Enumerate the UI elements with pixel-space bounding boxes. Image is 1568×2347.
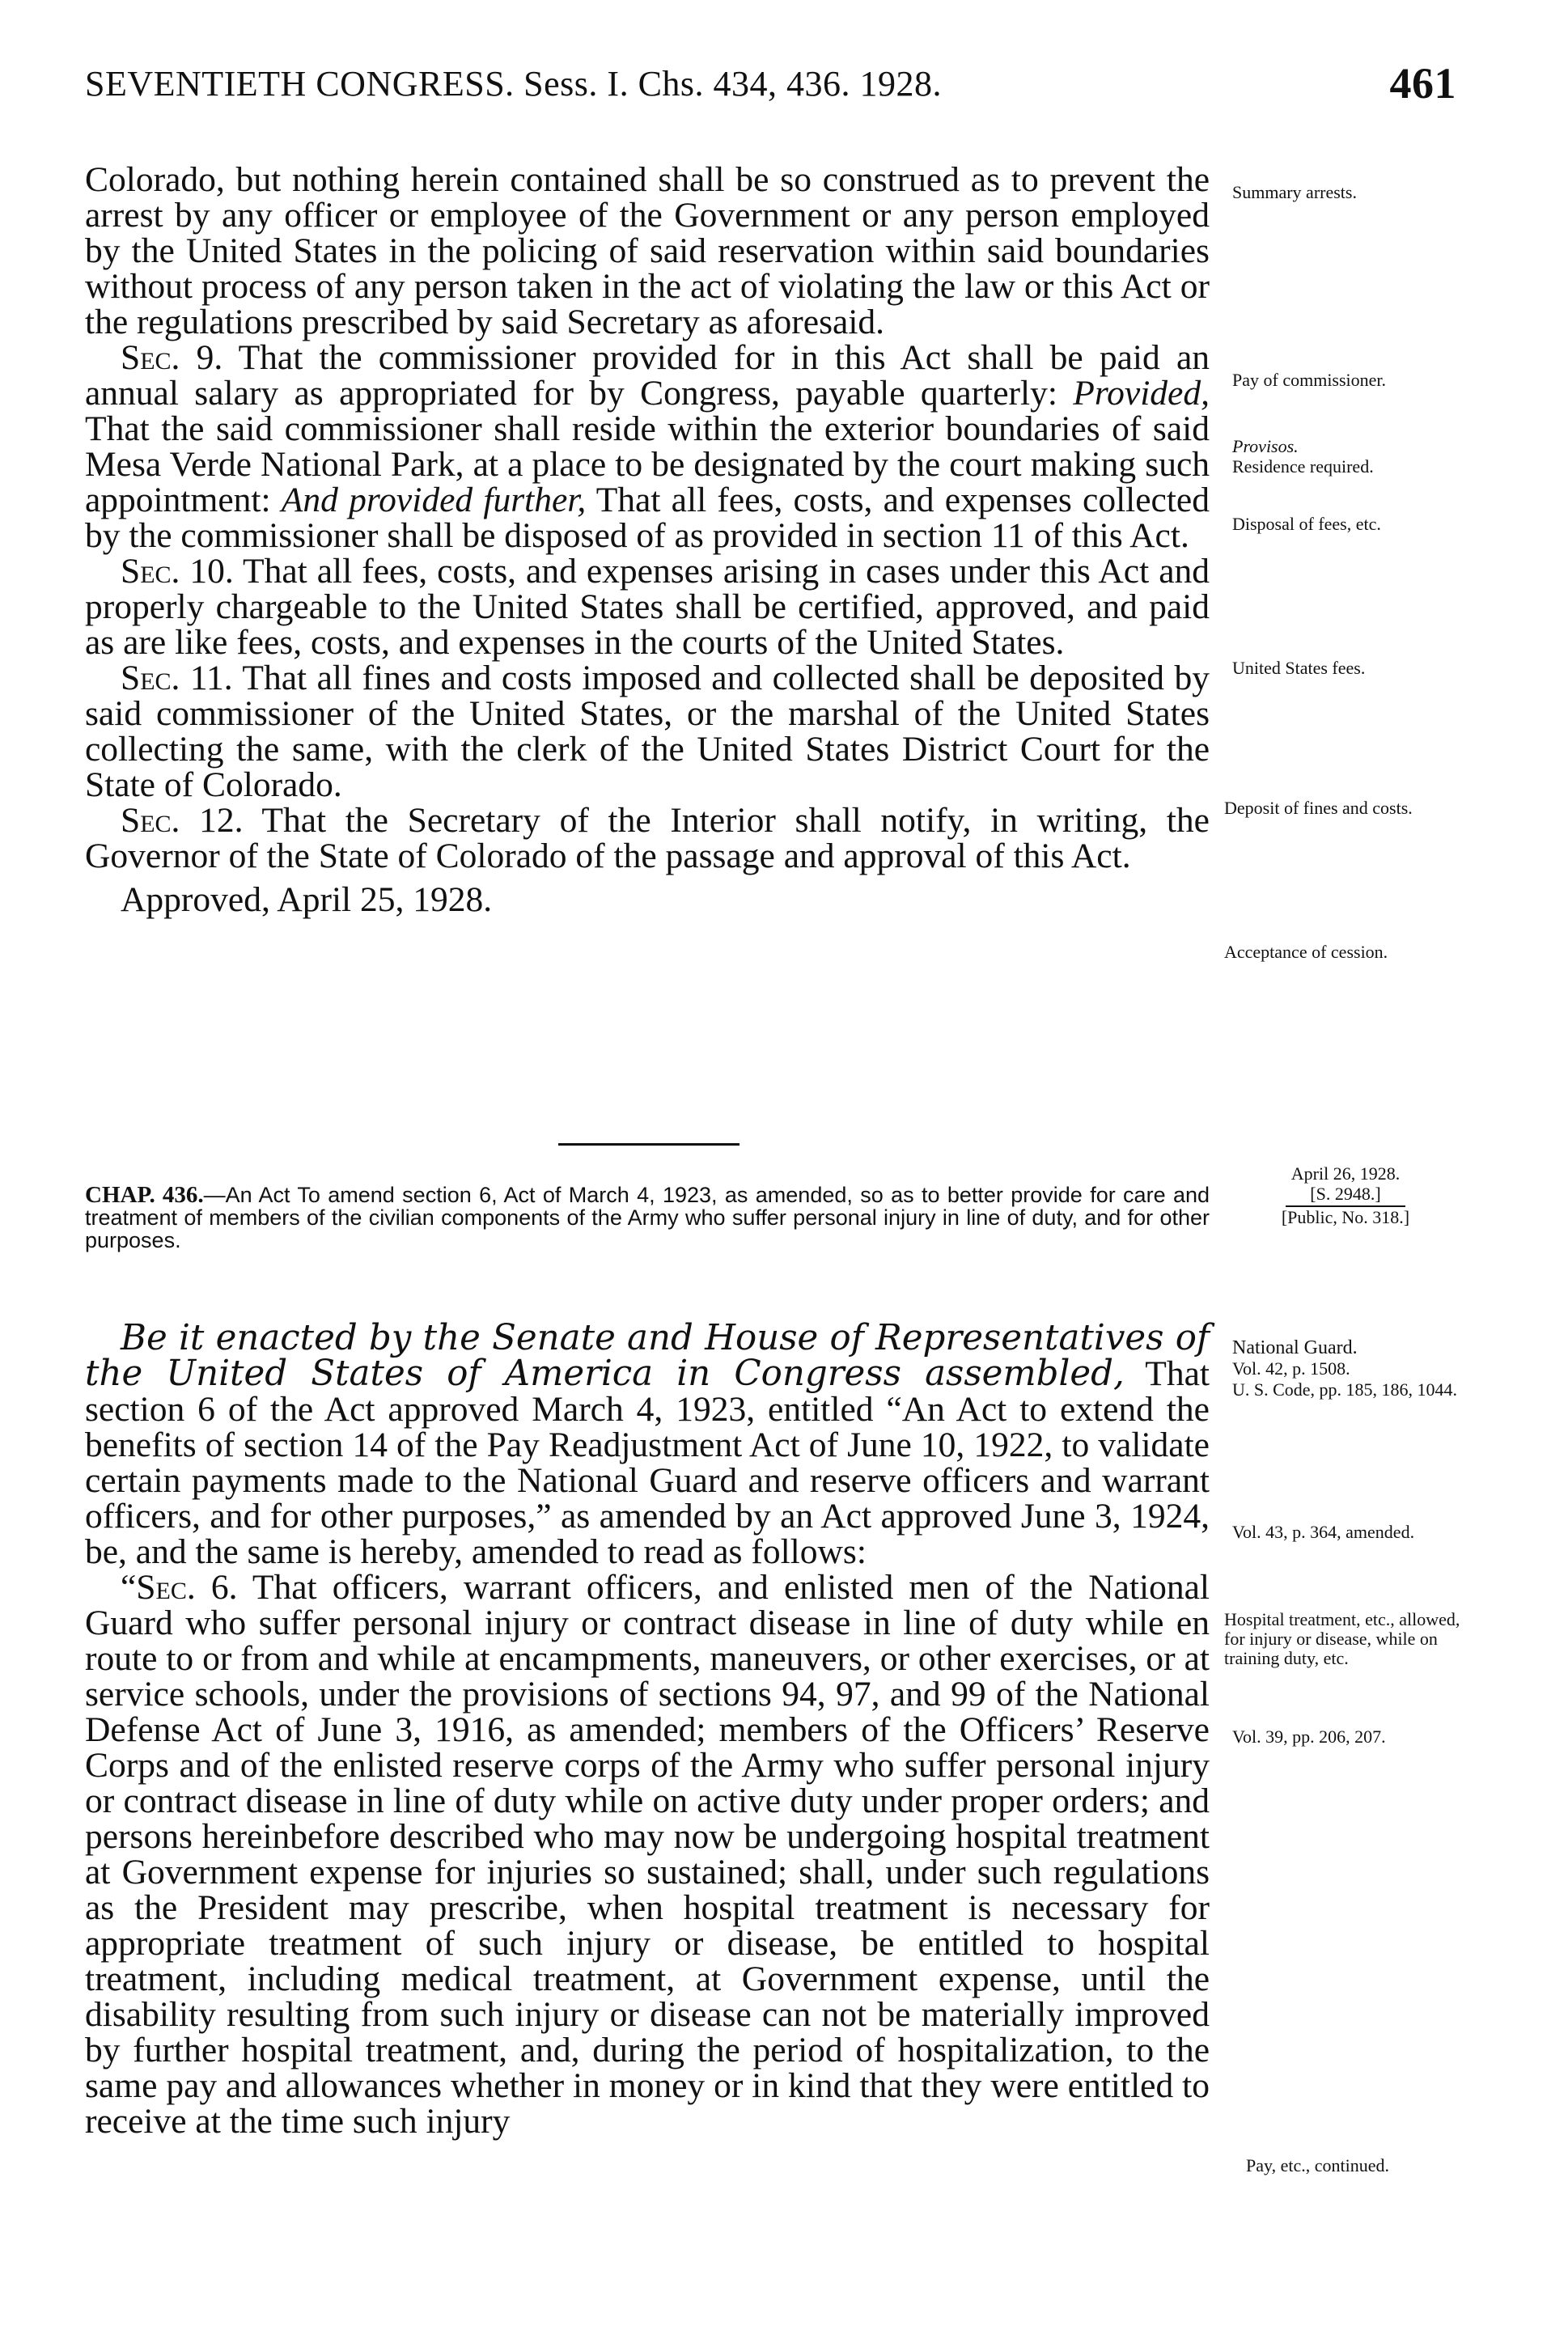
section-label: “Sec. 6. [121,1568,238,1607]
chapter-label: CHAP. 436. [85,1182,204,1208]
section-label: Sec. 11. [121,659,233,697]
chapter-436-text [85,1320,1210,2139]
margin-note-uscode: U. S. Code, pp. 185, 186, 1044. [1232,1379,1458,1400]
page-number: 461 [1389,59,1456,108]
margin-note-disposal: Disposal of fees, etc. [1232,514,1381,534]
section-label: Sec. 12. [121,801,244,840]
section-12 [85,803,1210,874]
chapter-heading [85,1184,1210,1252]
section-text: That officers, warrant officers, and enlisted men of the National Guard who suffer personal injury or contract disease in line of duty while en route to or from and while at encampments, maneuvers, or other exercises, or at service schools, under the provisions of sections 94, 97, and 99 of the National Defense Act of June 3, 1916, as amended; members of the Officers’ Reserve Corps and of the enlisted reserve corps of the Army who suffer personal injury or contract disease in line of duty while on active duty under proper orders; and persons hereinbefore described who may now be undergoing hospital treatment at Government expense for injuries so sustained; shall, under such regulations as the President may prescribe, when hospital treatment is necessary for appropriate treatment of such injury or disease, be entitled to hospital treatment, including medical treatment, at Government expense, until the disability resulting from such injury or disease can not be materially improved by further hospital treatment, and, during the period of hospitalization, to the same pay and allowances whether in money or in kind that they were entitled to receive at the time such injury [85,1568,1210,2141]
section-11 [85,660,1210,803]
proviso-word: Provided, [1073,374,1210,413]
section-9 [85,340,1210,553]
date-block [1228,1163,1463,1227]
enacting-clause [85,1320,1210,1570]
margin-note-vol42: Vol. 42, p. 1508. [1232,1358,1350,1379]
bill-number: [S. 2948.] [1286,1184,1405,1207]
margin-note-deposit: Deposit of fines and costs. [1224,798,1413,818]
running-title: SEVENTIETH CONGRESS. Sess. I. Chs. 434, 436. 1928. [85,64,943,104]
margin-note-acceptance: Acceptance of cession. [1224,942,1388,962]
chapter-title: —An Act To amend section 6, Act of March 4, 1923, as amended, so as to better provide for care and treatment of members of the civilian components of the Army who suffer personal injury in line of duty, and for other purposes. [85,1183,1210,1252]
margin-note-pay-continued: Pay, etc., continued. [1246,2155,1389,2175]
margin-note-pay-commissioner: Pay of commissioner. [1232,370,1387,390]
section-label: Sec. 10. [121,552,234,591]
margin-note-vol43: Vol. 43, p. 364, amended. [1232,1522,1415,1542]
section-text: That all fines and costs imposed and collected shall be deposited by said commissioner of the United States, or the marshal of the United States collecting the same, with the clerk of the United States District Court for the State of Colorado. [85,659,1210,804]
margin-note-vol39: Vol. 39, pp. 206, 207. [1232,1726,1386,1747]
section-10 [85,553,1210,660]
margin-note-national-guard: National Guard. [1232,1337,1358,1358]
public-law-number: [Public, No. 318.] [1281,1207,1410,1227]
enacting-text: That section 6 of the Act approved March 4, 1923, entitled “An Act to extend the benefits of section 14 of the Pay Readjustment Act of June 10, 1922, to validate certain payments made to the National Guard and reserve officers and warrant officers, and for other purposes,” as amended by an Act approved June 3, 1924, be, and the same is hereby, amended to read as follows: [85,1354,1210,1571]
margin-note-provisos: Provisos. [1232,436,1299,456]
approved-line: Approved, April 25, 1928. [121,880,493,919]
running-header [85,59,1456,108]
margin-note-summary-arrests: Summary arrests. [1232,182,1357,202]
chapter-434-continuation [85,162,1210,917]
margin-note-residence: Residence required. [1232,456,1374,477]
section-6 [85,1570,1210,2139]
enacting-formula: Be it enacted by the Senate and House of Representatives of the United States of America in Congress assembled, [85,1318,1210,1394]
proviso-word: And provided further, [281,481,587,519]
paragraph-arrest: Colorado, but nothing herein contained shall be so construed as to prevent the arrest by any officer or employee of the Government or any person employed by the United States in the policing of said reservation within said boundaries without process of any person taken in the act of violating the law or this Act or the regulations prescribed by said Secretary as aforesaid. [85,160,1210,341]
margin-note-hospital: Hospital treatment, etc., allowed, for injury or disease, while on training duty, etc. [1224,1609,1460,1668]
section-text: That the commissioner provided for in this Act shall be paid an annual salary as appropriated for by Congress, payable quarterly: [85,338,1210,413]
section-label: Sec. 9. [121,338,223,377]
section-divider [558,1143,740,1146]
section-text: That all fees, costs, and expenses arising in cases under this Act and properly chargeable to the United States shall be certified, approved, and paid as are like fees, costs, and expenses in the courts of the United States. [85,552,1210,662]
section-text: That the said commissioner shall reside within the exterior boundaries of said Mesa Verde National Park, at a place to be designated by the court making such appointment: [85,409,1210,519]
margin-note-us-fees: United States fees. [1232,658,1366,678]
approval-date: April 26, 1928. [1290,1163,1401,1184]
section-text: That all fees, costs, and expenses collected by the commissioner shall be disposed of as provided in section 11 of this Act. [85,481,1210,555]
section-text: That the Secretary of the Interior shall notify, in writing, the Governor of the State of Colorado of the passage and approval of this Act. [85,801,1210,875]
